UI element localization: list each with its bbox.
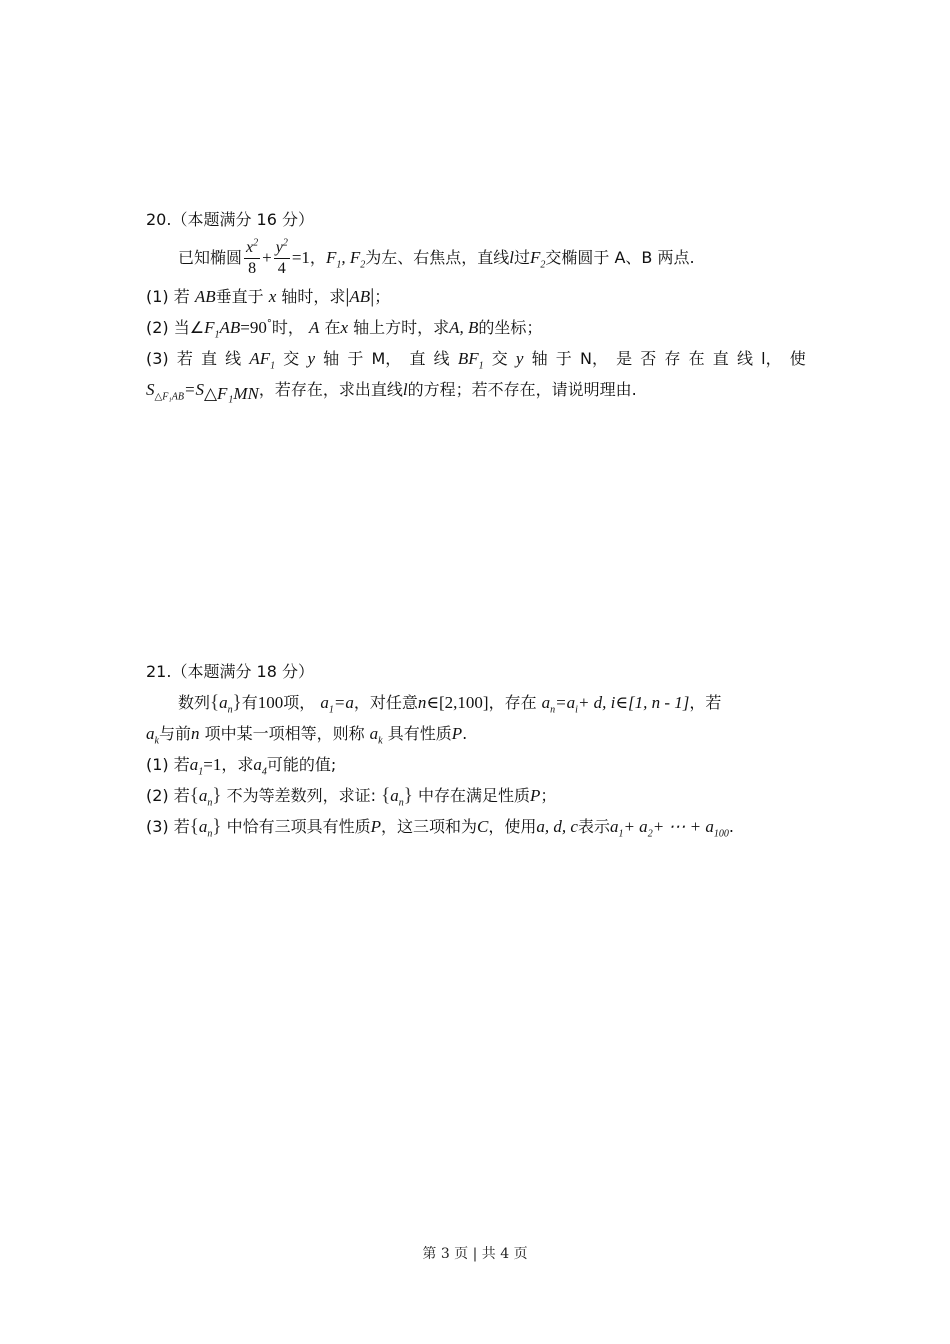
eq-a: =a [333, 693, 354, 712]
abs-bar-right: | [370, 285, 375, 307]
problem-20-heading: 20.（本题满分 16 分） [146, 210, 314, 229]
intro-mid2: 项， [283, 693, 316, 712]
q1-tail: 可能的值; [266, 755, 337, 774]
intro-tail: 交椭圆于 A、B 两点. [545, 248, 695, 267]
plus-a: + a [623, 817, 648, 836]
a1-eq [320, 693, 354, 716]
property-p: P [370, 817, 382, 836]
q3-mid2: ，这三项和为 [381, 817, 478, 836]
element-of: ∈ [615, 693, 628, 712]
brace-left: { [189, 816, 199, 837]
foci-sub: 2 [360, 259, 366, 271]
problem-20-intro [146, 235, 806, 281]
problem-21-part-1 [146, 749, 806, 780]
q3-af1 [249, 343, 275, 374]
an-expr [541, 693, 616, 716]
q3-word: 交 [491, 349, 508, 368]
property-p: P [529, 786, 541, 805]
af-sub: 1 [270, 360, 276, 372]
a-sub: n [207, 828, 213, 840]
abs-bar-left: | [345, 285, 350, 307]
segment-ab: AB [194, 287, 216, 306]
intro-mid: 为左、右焦点，直线 [365, 248, 510, 267]
q3-word: 否 [640, 349, 657, 368]
period: . [462, 724, 468, 743]
q2-mid2: 在 [324, 318, 341, 337]
q3-word: 是 [616, 349, 633, 368]
q3-word: 交 [283, 349, 300, 368]
seq-an [198, 786, 213, 809]
q3-word: 线 [225, 349, 242, 368]
brace-right: } [212, 785, 222, 806]
fraction-x2-over-8 [244, 238, 260, 279]
focus-f2 [529, 248, 546, 271]
line2-mid: 与前 [158, 724, 191, 743]
q3-word: N， [579, 349, 608, 368]
axis-y: y [515, 349, 524, 368]
a-sub: k [378, 735, 383, 747]
sum-expression [609, 817, 729, 840]
frac-den: 8 [248, 260, 257, 277]
q3-tail2: 的方程；若不存在，请说明理由. [407, 380, 637, 399]
a: a [253, 755, 262, 774]
foci [325, 248, 366, 271]
q3-word: 于 [555, 349, 572, 368]
q2-tail: ； [540, 786, 557, 805]
ak [146, 724, 159, 747]
q2-tail: 的坐标； [478, 318, 543, 337]
af: AF [249, 349, 271, 368]
q3-word: 使 [789, 349, 806, 368]
intro-tail: ，若 [689, 693, 722, 712]
a-sub: 4 [261, 766, 267, 778]
eq-a: =a [555, 693, 576, 712]
period: . [728, 817, 734, 836]
problem-21-part-3 [146, 811, 806, 842]
q3-word: 直 [201, 349, 218, 368]
f1-sub: 1 [214, 329, 220, 341]
q2-mid: 不为等差数列，求证: [226, 786, 377, 805]
q3-word: 线 [736, 349, 753, 368]
q1-mid: ，求 [221, 755, 254, 774]
line2-mid2: 项中某一项相等，则称 [204, 724, 365, 743]
problem-21-intro-line-2 [146, 718, 806, 749]
a-sub: 1 [328, 704, 334, 716]
problem-20-part-2 [146, 312, 806, 343]
foci-comma: , F [341, 248, 361, 267]
a-sub: 1 [618, 828, 624, 840]
q1-lead: (1) 若 [146, 755, 190, 774]
a-sub: 1 [198, 766, 204, 778]
degree: ° [266, 318, 272, 330]
a4 [253, 755, 267, 778]
bf: BF [457, 349, 479, 368]
a: a [609, 817, 619, 836]
a: a [198, 817, 208, 836]
axis-x: x [268, 287, 277, 306]
brace-right: } [232, 692, 242, 713]
f1: F [204, 318, 215, 337]
range-1-n: [1, n - 1] [627, 693, 690, 712]
foci-sub: 1 [336, 259, 342, 271]
points-a-b: A, B [449, 318, 479, 337]
brace-left: { [210, 692, 220, 713]
equals-one: =1 [291, 248, 310, 267]
a-sub: i [575, 704, 578, 716]
abs-ab: AB [349, 287, 371, 306]
a: a [219, 693, 228, 712]
a: a [189, 755, 199, 774]
ab: AB [219, 318, 241, 337]
q1-mid2: 轴时，求 [281, 287, 346, 306]
a-sub: 2 [647, 828, 653, 840]
q3-mid4: 表示 [577, 817, 610, 836]
var-n: n [417, 693, 427, 712]
range-2-100: [2,100] [438, 693, 489, 712]
q3-word: 轴 [323, 349, 340, 368]
a: a [320, 693, 329, 712]
foci-f: F [325, 248, 337, 267]
line2-tail: 具有性质 [387, 724, 452, 743]
intro-mid3: ，对任意 [353, 693, 418, 712]
q3-bf1 [458, 343, 484, 374]
bf-sub: 1 [478, 360, 484, 372]
q3-tail1: ，若存在，求出直线 [258, 380, 403, 399]
q2-mid2: 中存在满足性质 [417, 786, 530, 805]
q3-word: 直 [409, 349, 426, 368]
ak [369, 724, 383, 747]
q3-word: 存 [664, 349, 681, 368]
axis-y: y [307, 349, 315, 368]
line-l: l [402, 380, 408, 399]
problem-21-intro [146, 687, 806, 718]
area-s1 [146, 380, 184, 403]
brace-left: { [381, 785, 391, 806]
problem-21 [146, 656, 806, 842]
separator: ， [309, 248, 326, 267]
intro-mid2: 过 [513, 248, 530, 267]
var-n: n [190, 724, 200, 743]
problem-21-part-2 [146, 780, 806, 811]
property-p: P [451, 724, 463, 743]
a-sub: n [207, 797, 213, 809]
vars-a-d-c: a, d, c [536, 817, 578, 836]
q2-lead: (2) 若 [146, 786, 190, 805]
brace-left: { [189, 785, 199, 806]
a-sub: 100 [713, 828, 729, 840]
q3-word: 线 [433, 349, 450, 368]
f2-sub: 2 [540, 259, 546, 271]
intro-lead: 数列 [178, 693, 211, 712]
a-sub: n [398, 797, 404, 809]
angle-vertex [204, 318, 241, 341]
brace-right: } [212, 816, 222, 837]
q1-mid: 垂直于 [215, 287, 264, 306]
q2-mid3: 轴上方时，求 [353, 318, 450, 337]
equals-90: =90 [240, 318, 267, 337]
plus-sign: + [262, 248, 272, 267]
q3-lead: (3) 若 [146, 817, 190, 836]
a: a [369, 724, 379, 743]
q3-word: 若 [176, 349, 193, 368]
a: a [541, 693, 551, 712]
q1-lead: (1) 若 [146, 287, 190, 306]
intro-lead: 已知椭圆 [178, 248, 243, 267]
problem-20-part-3-line-2 [146, 374, 806, 405]
brace-right: } [403, 785, 413, 806]
s: S [146, 380, 155, 399]
q2-mid: 时， [271, 318, 304, 337]
frac-num: x [246, 239, 254, 256]
q3-word: l， [761, 349, 782, 368]
line-l: l [509, 248, 514, 267]
q1-tail: ； [374, 287, 391, 306]
axis-x: x [340, 318, 349, 337]
equals-one: =1 [203, 755, 222, 774]
problem-20 [146, 204, 806, 405]
plus-d: + d, i [577, 693, 616, 712]
s-sub: △F₁AB [154, 391, 184, 403]
a-sub: n [227, 704, 233, 716]
plus-dots-a: + ⋯ + a [652, 817, 714, 836]
problem-20-part-1 [146, 281, 806, 312]
q3-word: 在 [688, 349, 705, 368]
fraction-y2-over-4 [274, 238, 290, 279]
a-sub: n [550, 704, 556, 716]
a-sub: k [154, 735, 159, 747]
page-footer: 第 3 页 | 共 4 页 [422, 1246, 528, 1262]
q3-word: 于 [347, 349, 364, 368]
s-sub: △F₁MN [203, 384, 259, 404]
sum-c: C [477, 817, 489, 836]
a: a [390, 786, 399, 805]
q3-word: M， [371, 349, 402, 368]
seq-an [390, 786, 404, 809]
problem-21-heading: 21.（本题满分 18 分） [146, 662, 314, 681]
q2-lead: (2) 当∠ [146, 318, 205, 337]
a: a [146, 724, 155, 743]
frac-sup: 2 [282, 237, 288, 249]
problem-20-part-3-line-1 [146, 343, 806, 374]
seq-an [198, 817, 213, 840]
frac-num: y [275, 239, 283, 256]
q3-word: 直 [712, 349, 729, 368]
intro-mid4: ，存在 [488, 693, 537, 712]
a: a [198, 786, 208, 805]
element-of: ∈ [426, 693, 439, 712]
q3-word: 轴 [531, 349, 548, 368]
q3-mid: 中恰有三项具有性质 [226, 817, 371, 836]
q3-mid3: ，使用 [488, 817, 537, 836]
f2: F [529, 248, 541, 267]
seq-an [219, 693, 233, 716]
frac-den: 4 [277, 260, 286, 277]
q3-word: (3) [146, 349, 169, 368]
point-a: A [308, 318, 320, 337]
count-100: 100 [257, 693, 284, 712]
frac-sup: 2 [253, 237, 259, 249]
intro-mid: 有 [241, 693, 258, 712]
a1 [189, 755, 204, 778]
equals-s: =S [184, 380, 204, 399]
